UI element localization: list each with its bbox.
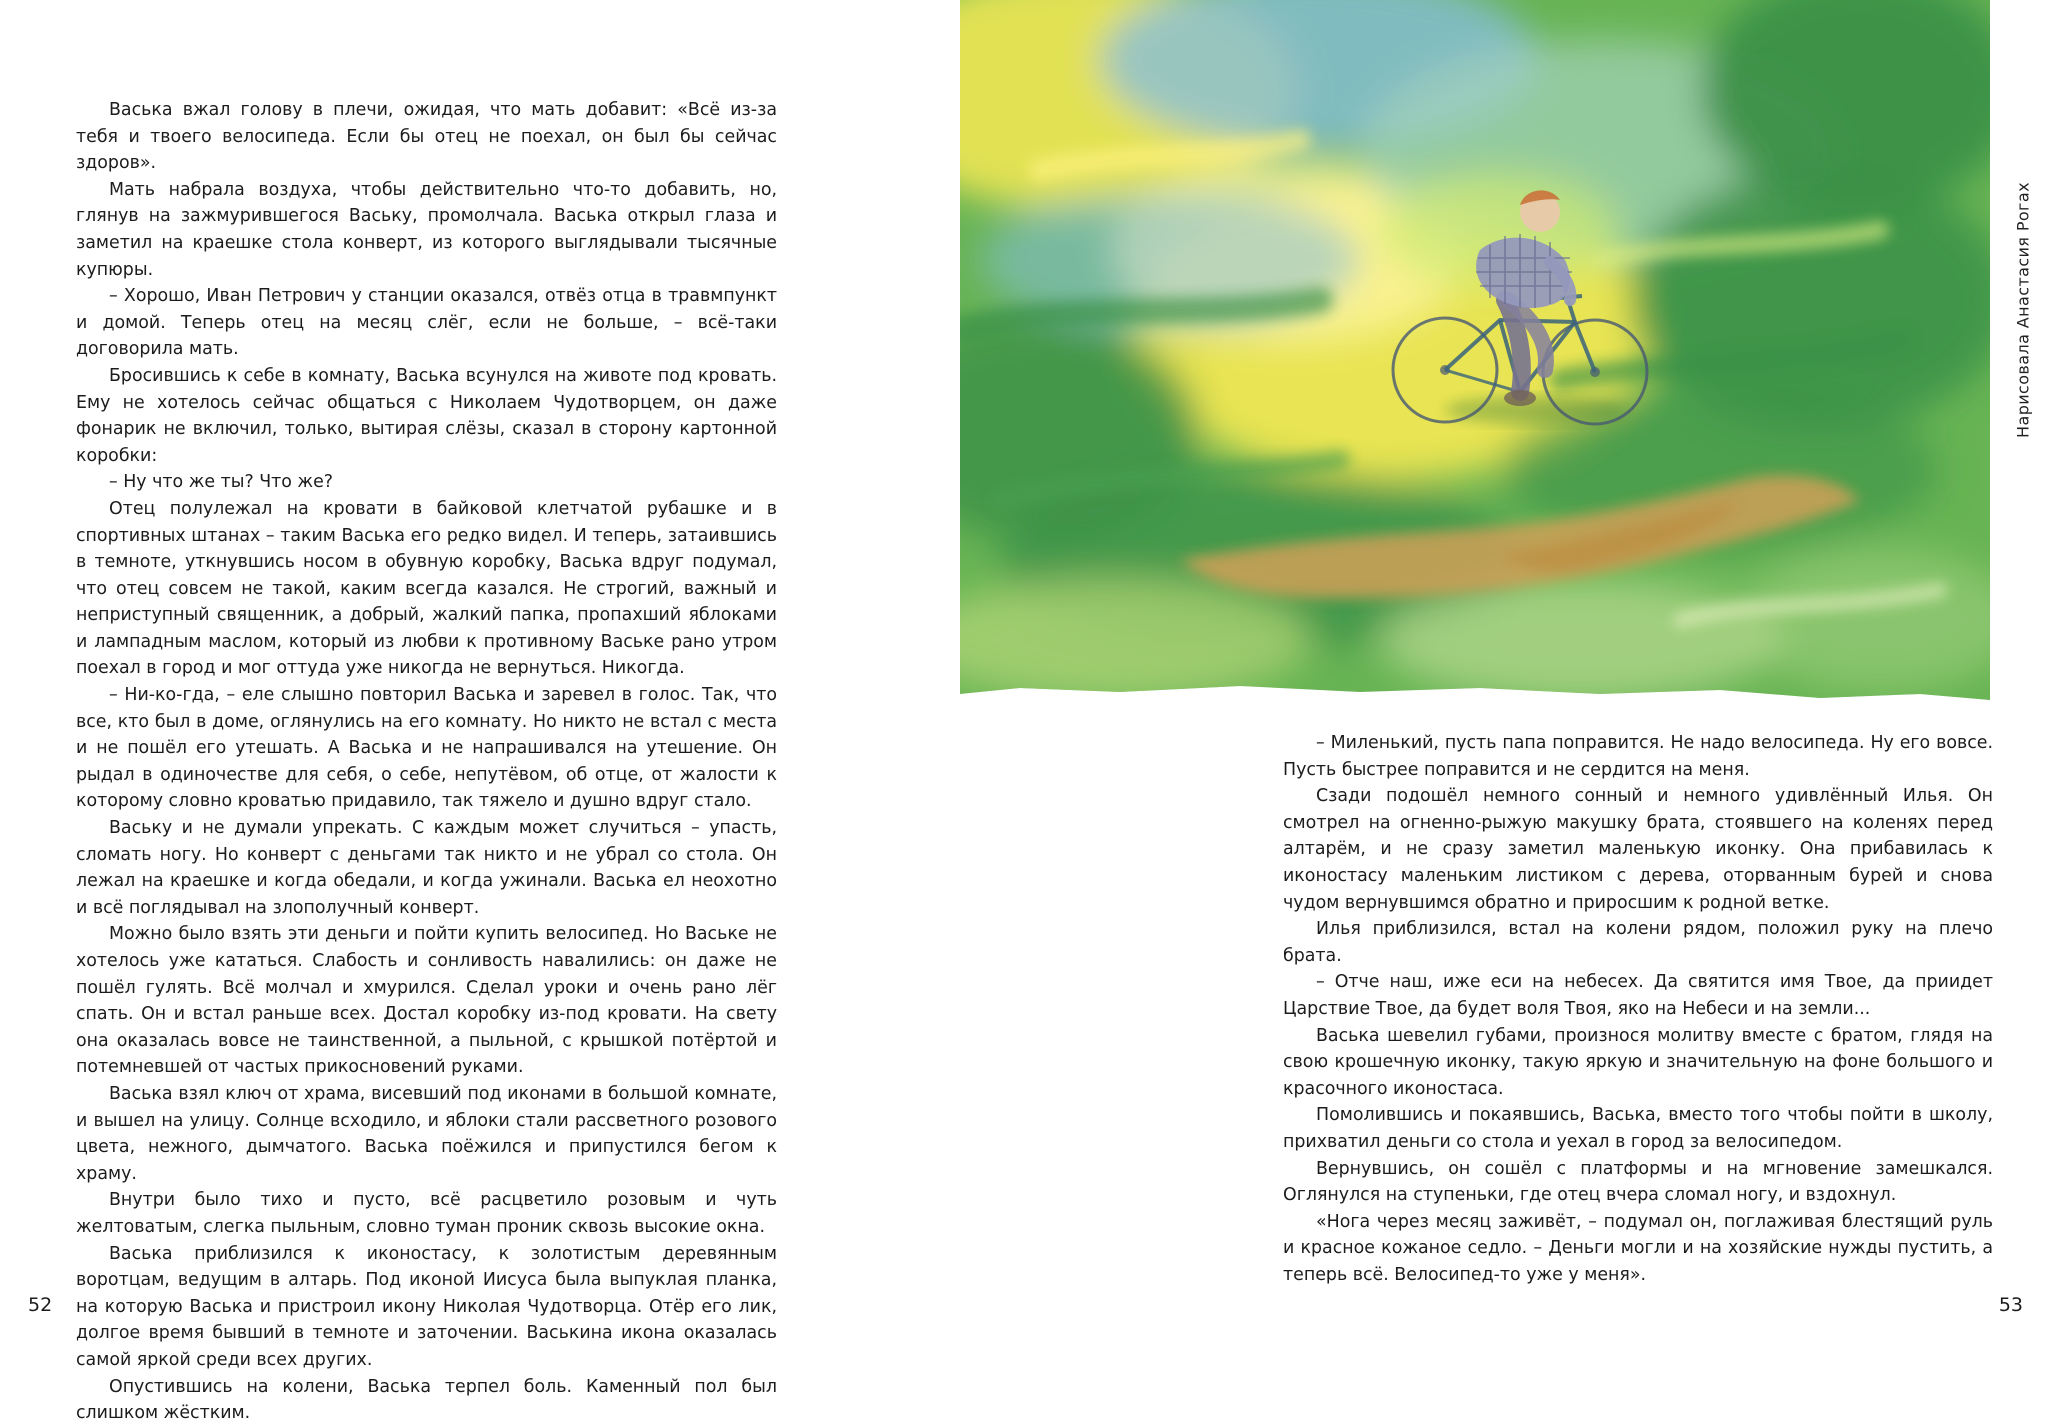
paragraph: Помолившись и покаявшись, Васька, вместо того чтобы пойти в школу, прихватил деньги со стола и уехал в город за велосипедом. [1283,1105,1993,1152]
paragraph: Вернувшись, он сошёл с платформы и на мгновение замешкался. Оглянулся на ступеньки, где отец вчера сломал ногу, и вздохнул. [1283,1158,1993,1206]
paragraph: Можно было взять эти деньги и пойти купить велосипед. Но Ваське не хотелось уже кататься. Слабость и сонливость навалились: он даже не пошёл гулять. Всё молчал и хмурился. Сделал уроки и очень рано лёг спать. Он и встал раньше всех. Достал коробку из-под кровати. На свету она оказалась вовсе не таинственной, а пыльной, с крышкой потёртой и потемневшей от частых прикосновений руками. [76,924,777,1078]
paragraph: Васька вжал голову в плечи, ожидая, что мать добавит: «Всё из-за тебя и твоего велосипеда. Если бы отец не поехал, он был бы сейчас здоров». [76,100,777,174]
paragraph: Отец полулежал на кровати в байковой клетчатой рубашке и в спортивных штанах – таким Васька его редко видел. И теперь, затаившись в темноте, уткнувшись носом в обувную коробку, Васька вдруг подумал, что отец совсем не такой, каким всегда казался. Не строгий, важный и неприступный священник, а добрый, жалкий папка, пропахший яблоками и лампадным маслом, который из любви к противному Ваське рано утром поехал в город и мог оттуда уже никогда не вернуться. Никогда. [76,498,777,679]
paragraph: Илья приблизился, встал на колени рядом, положил руку на плечо брата. [1283,919,1993,966]
paragraph: Внутри было тихо и пусто, всё расцветило розовым и чуть желтоватым, слегка пыльным, словно туман проник сквозь высокие окна. [76,1190,777,1237]
paragraph: – Ну что же ты? Что же? [109,472,334,493]
left-page-text [76,97,777,1427]
right-page-text [1283,730,1993,1288]
watercolor-illustration [960,0,1990,700]
paragraph: Сзади подошёл немного сонный и немного удивлённый Илья. Он смотрел на огненно-рыжую макушку брата, стоявшего на коленях перед алтарём, и не сразу заметил маленькую иконку. Она прибавилась к иконостасу маленьким листиком с дерева, оторванным бурей и снова чудом вернувшимся обратно и приросшим к родной ветке. [1283,786,1993,913]
illustration-credit-text: Нарисовала Анастасия Рогах [2013,182,2033,438]
watercolor-wash [960,0,1990,700]
paragraph: – Миленький, пусть папа поправится. Не надо велосипеда. Ну его вовсе. Пусть быстрее поправится и не сердится на меня. [1283,733,1993,780]
page-number-right: 53 [1998,1294,2023,1316]
bicycle-rider-illustration [960,0,1990,700]
paragraph: Васька шевелил губами, произнося молитву вместе с братом, глядя на свою крошечную иконку, такую яркую и значительную на фоне большого и красочного иконостаса. [1283,1025,1993,1099]
left-page [0,0,1020,1424]
paragraph: Мать набрала воздуха, чтобы действительно что-то добавить, но, глянув на зажмурившегося Ваську, промолчала. Васька открыл глаза и заметил на краешке стола конверт, из которого выглядывали тысячные купюры. [76,179,777,280]
paragraph: Бросившись к себе в комнату, Васька всунулся на животе под кровать. Ему не хотелось сейчас общаться с Николаем Чудотворцем, он даже фонарик не включил, только, вытирая слёзы, сказал в сторону картонной коробки: [76,365,777,466]
paragraph: – Отче наш, иже еси на небесех. Да святится имя Твое, да приидет Царствие Твое, да будет воля Твоя, яко на Небеси и на земли... [1283,972,1993,1019]
illustration-credit [2009,180,2037,440]
paragraph: – Хорошо, Иван Петрович у станции оказался, отвёз отца в травмпункт и домой. Теперь отец на месяц слёг, если не больше, – всё-таки договорила мать. [76,286,777,360]
paragraph: Ваську и не думали упрекать. С каждым может случиться – упасть, сломать ногу. Но конверт с деньгами так никто и не убрал со стола. Он лежал на краешке и когда обедали, и когда ужинали. Васька ел неохотно и всё поглядывал на злополучный конверт. [76,818,777,918]
paragraph: Васька взял ключ от храма, висевший под иконами в большой комнате, и вышел на улицу. Солнце всходило, и яблоки стали рассветного розового цвета, нежного, дымчатого. Васька поёжился и припустился бегом к храму. [76,1083,777,1184]
paragraph: Васька приблизился к иконостасу, к золотистым деревянным воротцам, ведущим в алтарь. Под иконой Иисуса была выпуклая планка, на которую Васька и пристроил икону Николая Чудотворца. Отёр его лик, долгое время бывший в темноте и заточении. Васькина икона оказалась самой яркой среди всех других. [76,1243,777,1370]
paragraph: – Ни-ко-гда, – еле слышно повторил Васька и заревел в голос. Так, что все, кто был в доме, оглянулись на его комнату. Но никто не встал с места и не пошёл его утешать. А Васька и не напрашивался на утешение. Он рыдал в одиночестве для себя, о себе, непутёвом, об отце, от жалости к которому словно кроватью придавило, так тяжело и душно вдруг стало. [76,685,777,812]
paragraph: «Нога через месяц заживёт, – подумал он, поглаживая блестящий руль и красное кожаное седло. – Деньги могли и на хозяйские нужды пустить, а теперь всё. Велосипед-то уже у меня». [1283,1211,1993,1285]
paragraph: Опустившись на колени, Васька терпел боль. Каменный пол был слишком жёстким. [76,1376,777,1424]
page-number-left: 52 [28,1294,53,1316]
